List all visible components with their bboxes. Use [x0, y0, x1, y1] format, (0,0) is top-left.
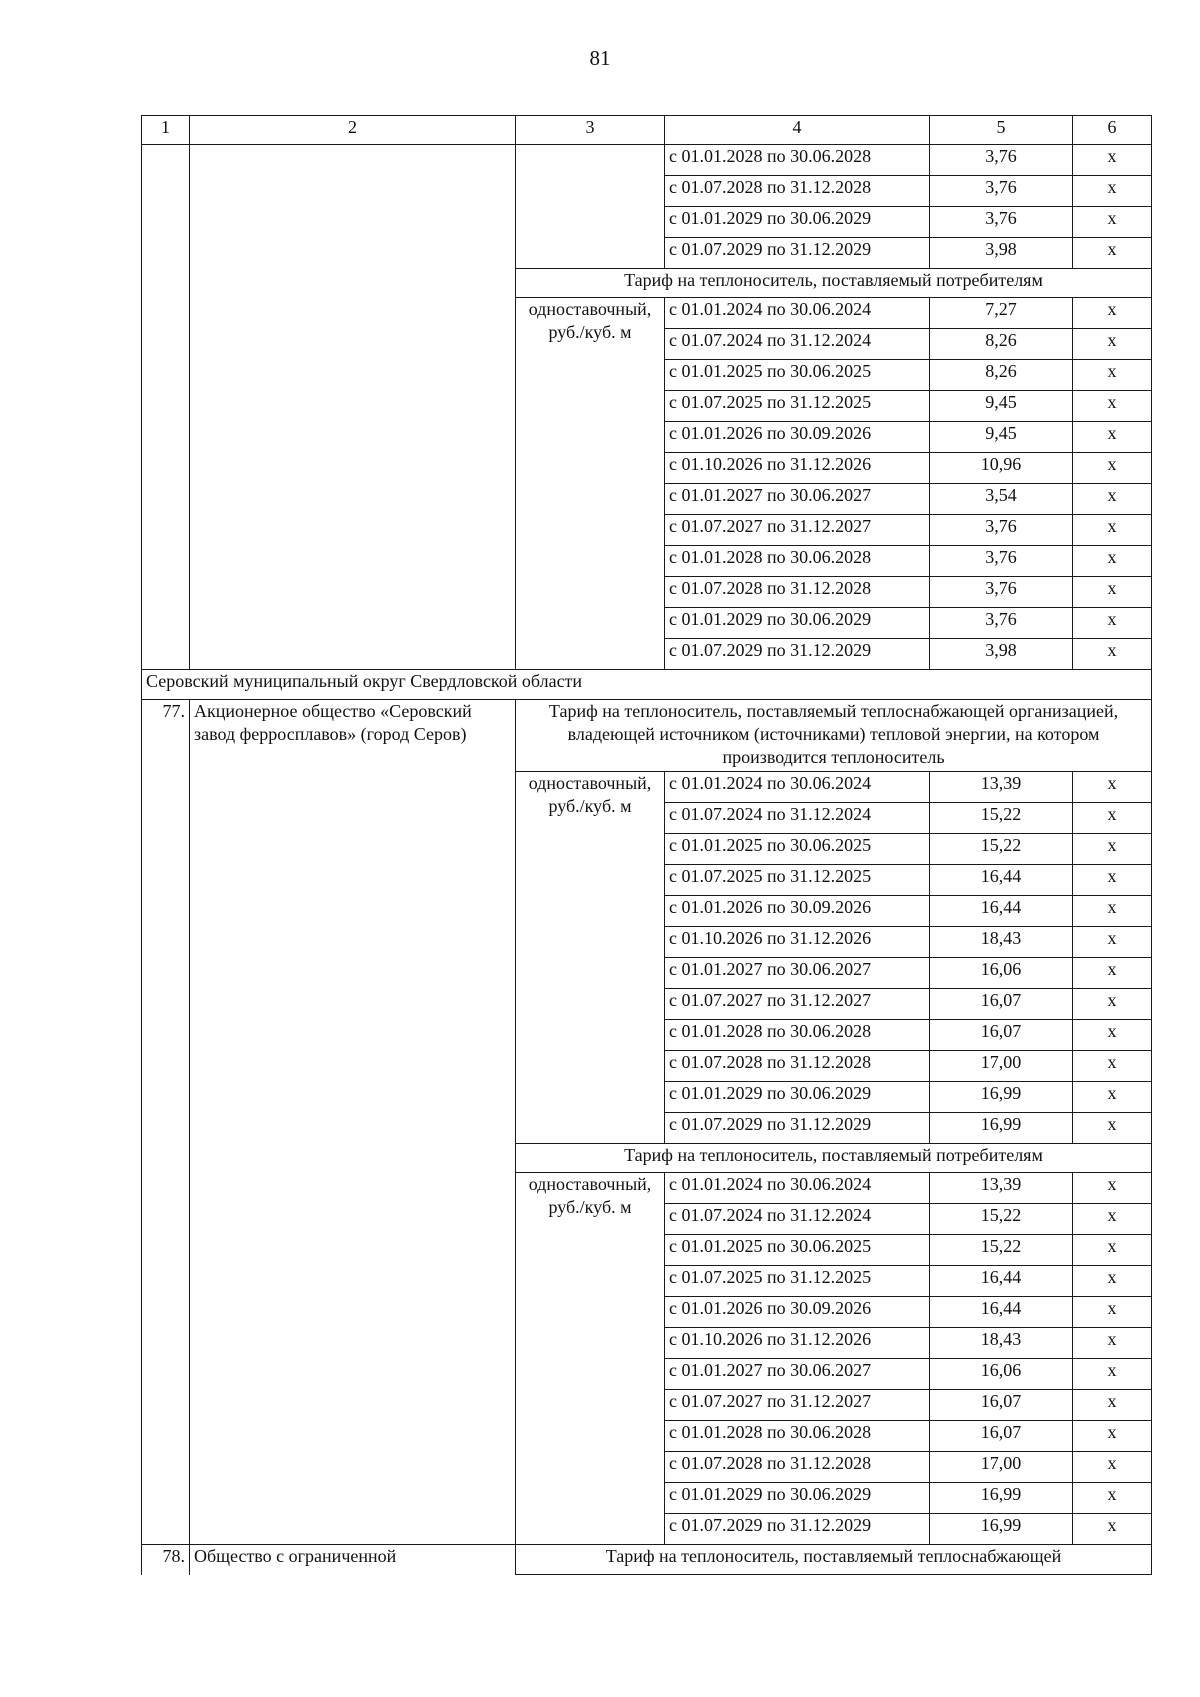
col6-cell: х: [1073, 1390, 1152, 1421]
tariff-value-cell: 3,76: [930, 207, 1073, 238]
col6-cell: х: [1073, 896, 1152, 927]
col6-cell: х: [1073, 207, 1152, 238]
org-number: 77.: [142, 700, 190, 1545]
col6-cell: х: [1073, 577, 1152, 608]
period-cell: с 01.01.2025 по 30.06.2025: [665, 834, 930, 865]
tariff-value-cell: 9,45: [930, 391, 1073, 422]
period-cell: с 01.01.2026 по 30.09.2026: [665, 1297, 930, 1328]
col6-cell: х: [1073, 1020, 1152, 1051]
table-header-row: [142, 116, 1152, 145]
col6-cell: х: [1073, 1421, 1152, 1452]
col6-cell: х: [1073, 958, 1152, 989]
tariff-value-cell: 3,76: [930, 608, 1073, 639]
period-cell: с 01.01.2025 по 30.06.2025: [665, 360, 930, 391]
col6-cell: х: [1073, 238, 1152, 269]
col6-cell: х: [1073, 1328, 1152, 1359]
period-cell: с 01.07.2027 по 31.12.2027: [665, 515, 930, 546]
org-number: 78.: [142, 1545, 190, 1575]
col6-cell: х: [1073, 927, 1152, 958]
org-name: Акционерное общество «Серовский завод ферросплавов» (город Серов): [190, 700, 516, 1545]
tariff-value-cell: 16,99: [930, 1082, 1073, 1113]
column-header-4: 4: [665, 116, 930, 145]
org-name: Общество с ограниченной: [190, 1545, 516, 1575]
tariff-value-cell: 10,96: [930, 453, 1073, 484]
period-cell: с 01.07.2029 по 31.12.2029: [665, 1113, 930, 1144]
period-cell: с 01.07.2029 по 31.12.2029: [665, 639, 930, 670]
period-cell: с 01.01.2029 по 30.06.2029: [665, 1082, 930, 1113]
period-cell: с 01.10.2026 по 31.12.2026: [665, 927, 930, 958]
period-cell: с 01.01.2028 по 30.06.2028: [665, 546, 930, 577]
col6-cell: х: [1073, 145, 1152, 176]
tariff-value-cell: 8,26: [930, 329, 1073, 360]
col6-cell: х: [1073, 546, 1152, 577]
col6-cell: х: [1073, 1204, 1152, 1235]
period-cell: с 01.01.2028 по 30.06.2028: [665, 1421, 930, 1452]
page-number: 81: [589, 46, 611, 70]
col6-cell: х: [1073, 989, 1152, 1020]
period-cell: с 01.01.2029 по 30.06.2029: [665, 1483, 930, 1514]
column-header-5: 5: [930, 116, 1073, 145]
period-cell: с 01.01.2027 по 30.06.2027: [665, 1359, 930, 1390]
tariff-value-cell: 15,22: [930, 1235, 1073, 1266]
period-cell: с 01.01.2027 по 30.06.2027: [665, 484, 930, 515]
tariff-value-cell: 15,22: [930, 834, 1073, 865]
tariff-value-cell: 7,27: [930, 298, 1073, 329]
col6-cell: х: [1073, 1297, 1152, 1328]
period-cell: с 01.10.2026 по 31.12.2026: [665, 1328, 930, 1359]
period-cell: с 01.07.2024 по 31.12.2024: [665, 803, 930, 834]
period-cell: с 01.01.2024 по 30.06.2024: [665, 772, 930, 803]
col6-cell: х: [1073, 1113, 1152, 1144]
column-header-3: 3: [516, 116, 665, 145]
tariff-value-cell: 16,06: [930, 1359, 1073, 1390]
tariff-value-cell: 18,43: [930, 927, 1073, 958]
tariff-value-cell: 3,98: [930, 238, 1073, 269]
tariff-value-cell: 8,26: [930, 360, 1073, 391]
tariff-value-cell: 16,44: [930, 865, 1073, 896]
period-cell: с 01.07.2028 по 31.12.2028: [665, 577, 930, 608]
col6-cell: х: [1073, 834, 1152, 865]
tariff-value-cell: 3,76: [930, 176, 1073, 207]
number-cell-empty: [142, 145, 190, 670]
col6-cell: х: [1073, 453, 1152, 484]
unit-cell: одноставочный, руб./куб. м: [516, 772, 665, 1144]
tariff-value-cell: 9,45: [930, 422, 1073, 453]
tariff-table-body: [142, 116, 1152, 1575]
period-cell: с 01.07.2024 по 31.12.2024: [665, 329, 930, 360]
col6-cell: х: [1073, 1514, 1152, 1545]
col6-cell: х: [1073, 1173, 1152, 1204]
region-heading: Серовский муниципальный округ Свердловской области: [142, 670, 1152, 700]
unit-cell: одноставочный, руб./куб. м: [516, 298, 665, 670]
tariff-value-cell: 15,22: [930, 1204, 1073, 1235]
period-cell: с 01.01.2027 по 30.06.2027: [665, 958, 930, 989]
period-cell: с 01.01.2026 по 30.09.2026: [665, 896, 930, 927]
period-cell: с 01.01.2029 по 30.06.2029: [665, 207, 930, 238]
tariff-value-cell: 16,07: [930, 989, 1073, 1020]
region-row: [142, 670, 1152, 700]
tariff-value-cell: 3,54: [930, 484, 1073, 515]
tariff-value-cell: 16,07: [930, 1421, 1073, 1452]
period-cell: с 01.01.2024 по 30.06.2024: [665, 298, 930, 329]
tariff-value-cell: 13,39: [930, 1173, 1073, 1204]
column-header-6: 6: [1073, 116, 1152, 145]
tariff-value-cell: 13,39: [930, 772, 1073, 803]
tariff-value-cell: 16,06: [930, 958, 1073, 989]
period-cell: с 01.07.2028 по 31.12.2028: [665, 176, 930, 207]
tariff-value-cell: 17,00: [930, 1452, 1073, 1483]
col6-cell: х: [1073, 1266, 1152, 1297]
tariff-heading: Тариф на теплоноситель, поставляемый теплоснабжающей организацией, владеющей источником (источниками) тепловой энергии, на котором производится теплоноситель: [516, 700, 1152, 772]
period-cell: с 01.07.2028 по 31.12.2028: [665, 1051, 930, 1082]
tariff-value-cell: 15,22: [930, 803, 1073, 834]
period-cell: с 01.07.2025 по 31.12.2025: [665, 391, 930, 422]
col6-cell: х: [1073, 360, 1152, 391]
col6-cell: х: [1073, 1483, 1152, 1514]
org-heading-row: [142, 700, 1152, 772]
tariff-value-cell: 17,00: [930, 1051, 1073, 1082]
period-cell: с 01.07.2027 по 31.12.2027: [665, 989, 930, 1020]
tariff-value-cell: 16,44: [930, 1297, 1073, 1328]
col6-cell: х: [1073, 298, 1152, 329]
period-cell: с 01.10.2026 по 31.12.2026: [665, 453, 930, 484]
period-cell: с 01.07.2024 по 31.12.2024: [665, 1204, 930, 1235]
tariff-value-cell: 16,44: [930, 1266, 1073, 1297]
col6-cell: х: [1073, 176, 1152, 207]
tariff-value-cell: 3,76: [930, 145, 1073, 176]
period-cell: с 01.01.2024 по 30.06.2024: [665, 1173, 930, 1204]
col6-cell: х: [1073, 422, 1152, 453]
col6-cell: х: [1073, 1082, 1152, 1113]
col6-cell: х: [1073, 329, 1152, 360]
period-cell: с 01.01.2028 по 30.06.2028: [665, 145, 930, 176]
col6-cell: х: [1073, 391, 1152, 422]
unit-cell: одноставочный, руб./куб. м: [516, 1173, 665, 1545]
period-cell: с 01.01.2025 по 30.06.2025: [665, 1235, 930, 1266]
col6-cell: х: [1073, 1359, 1152, 1390]
col6-cell: х: [1073, 515, 1152, 546]
org-cell-empty: [190, 145, 516, 670]
tariff-value-cell: 3,76: [930, 515, 1073, 546]
tariff-heading: Тариф на теплоноситель, поставляемый потребителям: [516, 269, 1152, 298]
period-cell: с 01.01.2026 по 30.09.2026: [665, 422, 930, 453]
period-cell: с 01.07.2027 по 31.12.2027: [665, 1390, 930, 1421]
tariff-value-cell: 3,98: [930, 639, 1073, 670]
column-header-2: 2: [190, 116, 516, 145]
period-cell: с 01.01.2028 по 30.06.2028: [665, 1020, 930, 1051]
tariff-heading: Тариф на теплоноситель, поставляемый потребителям: [516, 1144, 1152, 1173]
period-cell: с 01.07.2028 по 31.12.2028: [665, 1452, 930, 1483]
col6-cell: х: [1073, 865, 1152, 896]
column-header-1: 1: [142, 116, 190, 145]
unit-cell-empty: [516, 145, 665, 269]
tariff-heading: Тариф на теплоноситель, поставляемый теплоснабжающей: [516, 1545, 1152, 1575]
tariff-value-cell: 3,76: [930, 577, 1073, 608]
period-cell: с 01.01.2029 по 30.06.2029: [665, 608, 930, 639]
tariff-value-cell: 16,07: [930, 1390, 1073, 1421]
period-cell: с 01.07.2029 по 31.12.2029: [665, 1514, 930, 1545]
period-cell: с 01.07.2029 по 31.12.2029: [665, 238, 930, 269]
col6-cell: х: [1073, 1235, 1152, 1266]
col6-cell: х: [1073, 803, 1152, 834]
col6-cell: х: [1073, 639, 1152, 670]
tariff-value-cell: 16,44: [930, 896, 1073, 927]
period-cell: с 01.07.2025 по 31.12.2025: [665, 865, 930, 896]
tariff-value-cell: 16,99: [930, 1113, 1073, 1144]
tariff-value-cell: 16,99: [930, 1514, 1073, 1545]
col6-cell: х: [1073, 608, 1152, 639]
tariff-value-cell: 16,99: [930, 1483, 1073, 1514]
period-cell: с 01.07.2025 по 31.12.2025: [665, 1266, 930, 1297]
tariff-value-cell: 16,07: [930, 1020, 1073, 1051]
table-row: [142, 145, 1152, 176]
org-heading-row: [142, 1545, 1152, 1575]
col6-cell: х: [1073, 772, 1152, 803]
col6-cell: х: [1073, 484, 1152, 515]
tariff-table: [141, 115, 1152, 1575]
tariff-value-cell: 18,43: [930, 1328, 1073, 1359]
col6-cell: х: [1073, 1452, 1152, 1483]
tariff-value-cell: 3,76: [930, 546, 1073, 577]
col6-cell: х: [1073, 1051, 1152, 1082]
